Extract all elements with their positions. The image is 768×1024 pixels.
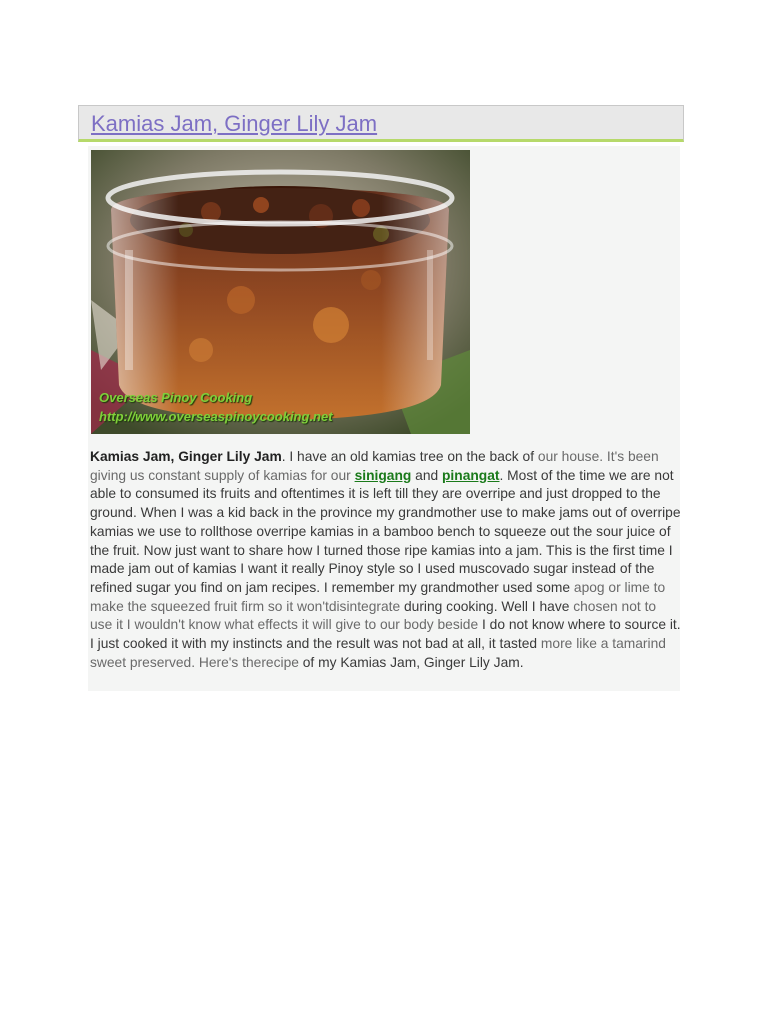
article-text: chosen not to use it I wouldn't know what effects it will give to our body beside [90, 598, 657, 633]
photo-watermark-name: Overseas Pinoy Cooking [99, 390, 253, 405]
article-text: our house. It's been giving us constant supply of kamias for our [90, 449, 659, 483]
article-text: more like a tamarind sweet preserved. Here's therecipe [90, 636, 666, 670]
article-text: and [411, 467, 442, 483]
kamias-jam-photo [91, 150, 470, 434]
article-text: of my Kamias Jam, Ginger Lily Jam. [298, 654, 524, 670]
article-text: I do not know where to source it. I just cooked it with my instincts and the result was not bad at all, it tasted [90, 617, 681, 652]
article-text: . I have an old kamias tree on the back of [281, 449, 538, 464]
content-panel [88, 146, 680, 691]
article-text: apog or lime to make the squeezed fruit firm so it won'tdisintegrate [90, 579, 666, 614]
photo-watermark-url: http://www.overseaspinoycooking.net [99, 409, 333, 424]
article-paragraph [90, 448, 682, 672]
article-lead: Kamias Jam, Ginger Lily Jam [90, 449, 282, 464]
article-text: . Most of the time we are not able to consumed its fruits and oftentimes it is left till they are overripe and just dropped to the ground. When I was a kid back in the province my grandmother use to make jams out of overripe kamias we use to rollthose overripe kamias in a bamboo bench to squeeze out the sour juice of the fruit. Now just want to share how I turned those ripe kamias into a jam. This is the first time I made jam out of kamias I want it really Pinoy style so I used muscovado sugar instead of the refined sugar you find on jam recipes. I remember my grandmother used some [90, 467, 681, 595]
pinangat-link[interactable]: pinangat [442, 467, 500, 483]
title-bar [78, 105, 684, 142]
post-title-link[interactable]: Kamias Jam, Ginger Lily Jam [91, 111, 378, 136]
article-text: during cooking. Well I have [400, 598, 574, 614]
sinigang-link[interactable]: sinigang [354, 467, 412, 483]
